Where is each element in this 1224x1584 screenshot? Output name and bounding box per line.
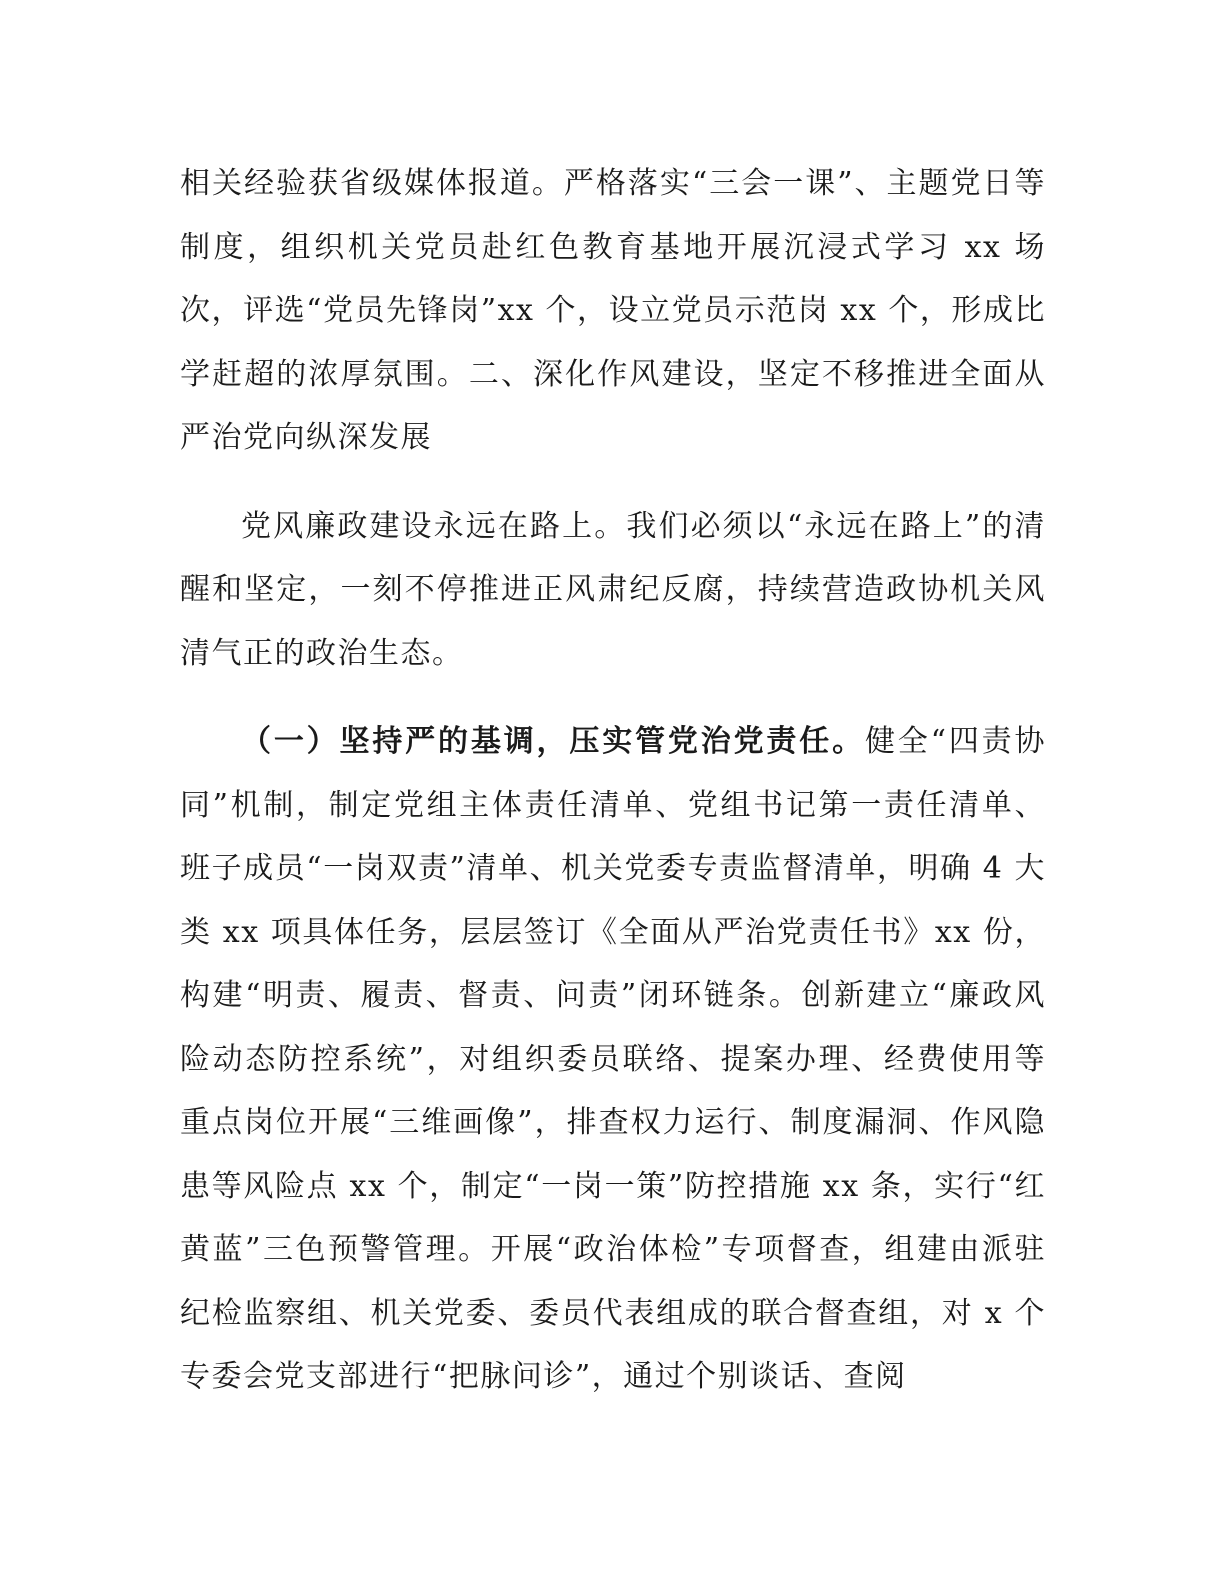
- paragraph-2: 党风廉政建设永远在路上。我们必须以“永远在路上”的清醒和坚定，一刻不停推进正风肃纪反腐，持续营造政协机关风清气正的政治生态。: [180, 508, 1046, 671]
- document-page: [180, 152, 1046, 1409]
- paragraph-1: 相关经验获省级媒体报道。严格落实“三会一课”、主题党日等制度，组织机关党员赴红色教育基地开展沉浸式学习 xx 场次，评选“党员先锋岗”xx 个，设立党员示范岗 xx 个，形成比学赶超的浓厚氛围。二、深化作风建设，坚定不移推进全面从严治党向纵深发展: [180, 166, 1046, 455]
- section-heading: （一）坚持严的基调，压实管党治党责任。: [241, 724, 865, 759]
- paragraph-3: [180, 710, 1046, 1409]
- section-body: 健全“四责协同”机制，制定党组主体责任清单、党组书记第一责任清单、班子成员“一岗双责”清单、机关党委专责监督清单，明确 4 大类 xx 项具体任务，层层签订《全面从严治党责任书》xx 份，构建“明责、履责、督责、问责”闭环链条。创新建立“廉政风险动态防控系统”，对组织委员联络、提案办理、经费使用等重点岗位开展“三维画像”，排查权力运行、制度漏洞、作风隐患等风险点 xx 个，制定“一岗一策”防控措施 xx 条，实行“红黄蓝”三色预警管理。开展“政治体检”专项督查，组建由派驻纪检监察组、机关党委、委员代表组成的联合督查组，对 x 个专委会党支部进行“把脉问诊”，通过个别谈话、查阅: [180, 724, 1047, 1394]
